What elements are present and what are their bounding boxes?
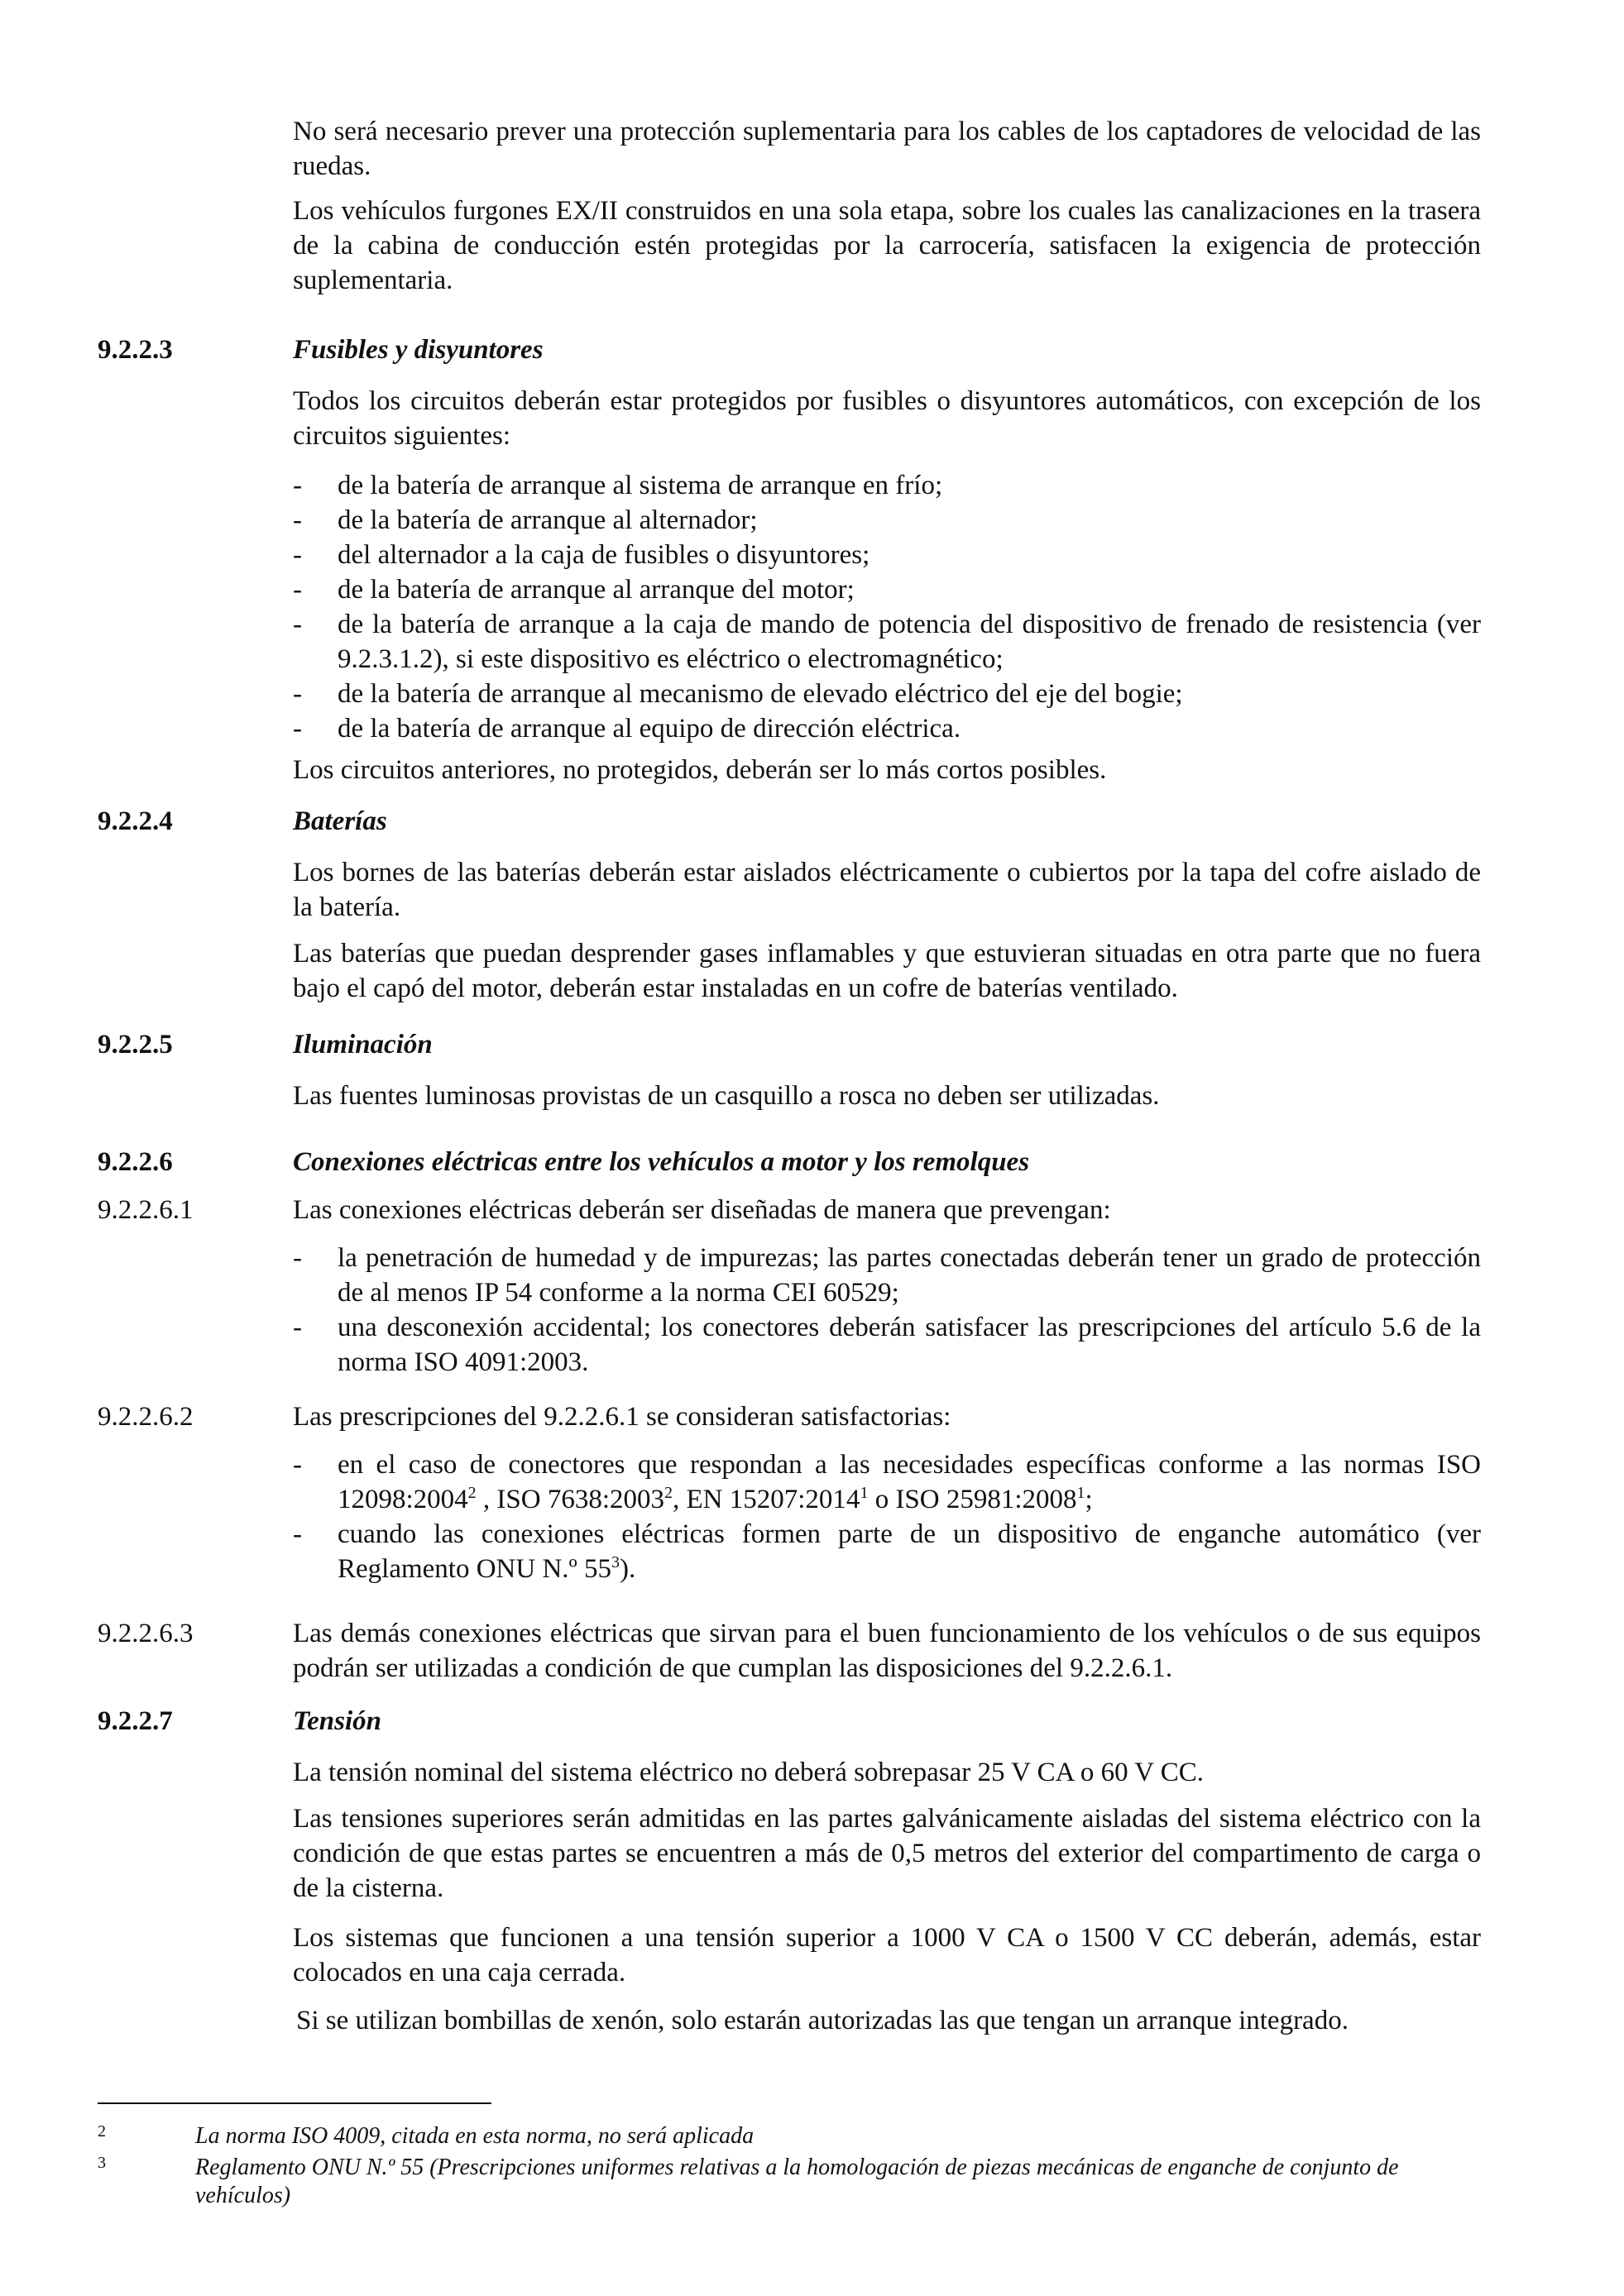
subsection-paragraph: Las demás conexiones eléctricas que sirvan para el buen funcionamiento de los vehículos o de sus equipos podrán ser utilizadas a condición de que cumplan las disposiciones del 9.2.2.6.1. (293, 1619, 1481, 1683)
section-number: 9.2.2.6 (98, 1147, 173, 1177)
footnote-ref: 2 (467, 1484, 477, 1502)
section-title: Baterías (293, 806, 387, 836)
section-title: Iluminación (293, 1030, 433, 1060)
subsection-number: 9.2.2.6.2 (98, 1402, 194, 1432)
list-item: - cuando las conexiones eléctricas formen parte de un dispositivo de enganche automático (ver Reglamento ONU N.º $55^3$). (293, 1519, 1481, 1584)
prevention-list (293, 1241, 1481, 1380)
list-item: - de la batería de arranque al sistema de arranque en frío; (293, 471, 943, 500)
footnote-mark: 2 (98, 2122, 106, 2141)
subsection-number: 9.2.2.6.1 (98, 1195, 194, 1225)
list-item: - del alternador a la caja de fusibles o disyuntores; (293, 540, 870, 570)
list-item: - la penetración de humedad y de impurezas; las partes conectadas deberán tener un grado de protección de al menos IP 54 conforme a la norma CEI 60529; (293, 1243, 1481, 1308)
section-paragraph: La tensión nominal del sistema eléctrico no deberá sobrepasar 25 V CA o 60 V CC. (293, 1758, 1205, 1787)
list-item: - una desconexión accidental; los conectores deberán satisfacer las prescripciones del artículo 5.6 de la norma ISO 4091:2003. (293, 1313, 1481, 1377)
subsection-paragraph: Las prescripciones del 9.2.2.6.1 se consideran satisfactorias: (293, 1402, 951, 1432)
section-paragraph: Las tensiones superiores serán admitidas en las partes galvánicamente aisladas del sistema eléctrico con la condición de que estas partes se encuentren a más de 0,5 metros del exterior del compartimento de carga o de la cisterna. (293, 1804, 1481, 1903)
subsection-number: 9.2.2.6.3 (98, 1619, 194, 1648)
footnote-ref: 1 (860, 1484, 869, 1502)
intro-paragraph-2: Los vehículos furgones EX/II construidos en una sola etapa, sobre los cuales las canalizaciones en la trasera de la cabina de conducción estén protegidas por la carrocería, satisfacen la exigencia de protección suplementaria. (293, 196, 1481, 295)
footnote-text: La norma ISO 4009, citada en esta norma, no será aplicada (195, 2123, 755, 2149)
section-title: Fusibles y disyuntores (293, 335, 544, 365)
section-title: Tensión (293, 1706, 381, 1736)
section-paragraph: Los bornes de las baterías deberán estar aislados eléctricamente o cubiertos por la tapa del cofre aislado de la batería. (293, 858, 1481, 922)
section-number: 9.2.2.3 (98, 335, 173, 365)
section-paragraph: Los sistemas que funcionen a una tensión superior a 1000 V CA o 1500 V CC deberán, además, estar colocados en una caja cerrada. (293, 1923, 1481, 1987)
satisfactory-list (293, 1447, 1481, 1586)
section-number: 9.2.2.7 (98, 1706, 173, 1736)
footnote-ref: 3 (611, 1553, 620, 1571)
section-paragraph: Las baterías que puedan desprender gases inflamables y que estuvieran situadas en otra parte que no fuera bajo el capó del motor, deberán estar instaladas en un cofre de baterías ventilado. (293, 939, 1481, 1003)
section-number: 9.2.2.4 (98, 806, 173, 836)
footnote-ref: 2 (664, 1484, 673, 1502)
list-item: - de la batería de arranque al mecanismo de elevado eléctrico del eje del bogie; (293, 679, 1183, 709)
section-paragraph: Todos los circuitos deberán estar protegidos por fusibles o disyuntores automáticos, con excepción de los circuitos siguientes: (293, 386, 1481, 451)
exception-list (293, 468, 1481, 746)
list-item: - de la batería de arranque al equipo de dirección eléctrica. (293, 714, 961, 744)
list-item: - de la batería de arranque al arranque del motor; (293, 575, 855, 605)
subsection-paragraph: Las conexiones eléctricas deberán ser diseñadas de manera que prevengan: (293, 1195, 1111, 1225)
section-title: Conexiones eléctricas entre los vehículos a motor y los remolques (293, 1147, 1030, 1177)
list-item: - de la batería de arranque a la caja de mando de potencia del dispositivo de frenado de resistencia (ver 9.2.3.1.2), si este dispositivo es eléctrico o electromagnético; (293, 610, 1481, 674)
section-number: 9.2.2.5 (98, 1030, 173, 1060)
list-item: - de la batería de arranque al alternador; (293, 505, 758, 535)
list-item: - en el caso de conectores que respondan a las necesidades específicas conforme a las normas ISO 12098:2004$^2$ , ISO 7638:2003$^2$, EN 15207:2014$^1$ o ISO 25981:2008$^1$; (293, 1450, 1481, 1514)
intro-paragraph-1: No será necesario prever una protección suplementaria para los cables de los captadores de velocidad de las ruedas. (293, 117, 1481, 181)
footnote-separator (98, 2102, 491, 2104)
section-paragraph: Si se utilizan bombillas de xenón, solo estarán autorizadas las que tengan un arranque integrado. (296, 2006, 1349, 2035)
footnote-mark: 3 (98, 2154, 106, 2172)
section-paragraph: Los circuitos anteriores, no protegidos, deberán ser lo más cortos posibles. (293, 755, 1107, 785)
section-paragraph: Las fuentes luminosas provistas de un casquillo a rosca no deben ser utilizadas. (293, 1081, 1160, 1111)
footnote-text: Reglamento ONU N.º 55 (Prescripciones uniformes relativas a la homologación de piezas mecánicas de enganche de conjunto de vehículos) (195, 2155, 1399, 2208)
footnote-ref: 1 (1076, 1484, 1085, 1502)
